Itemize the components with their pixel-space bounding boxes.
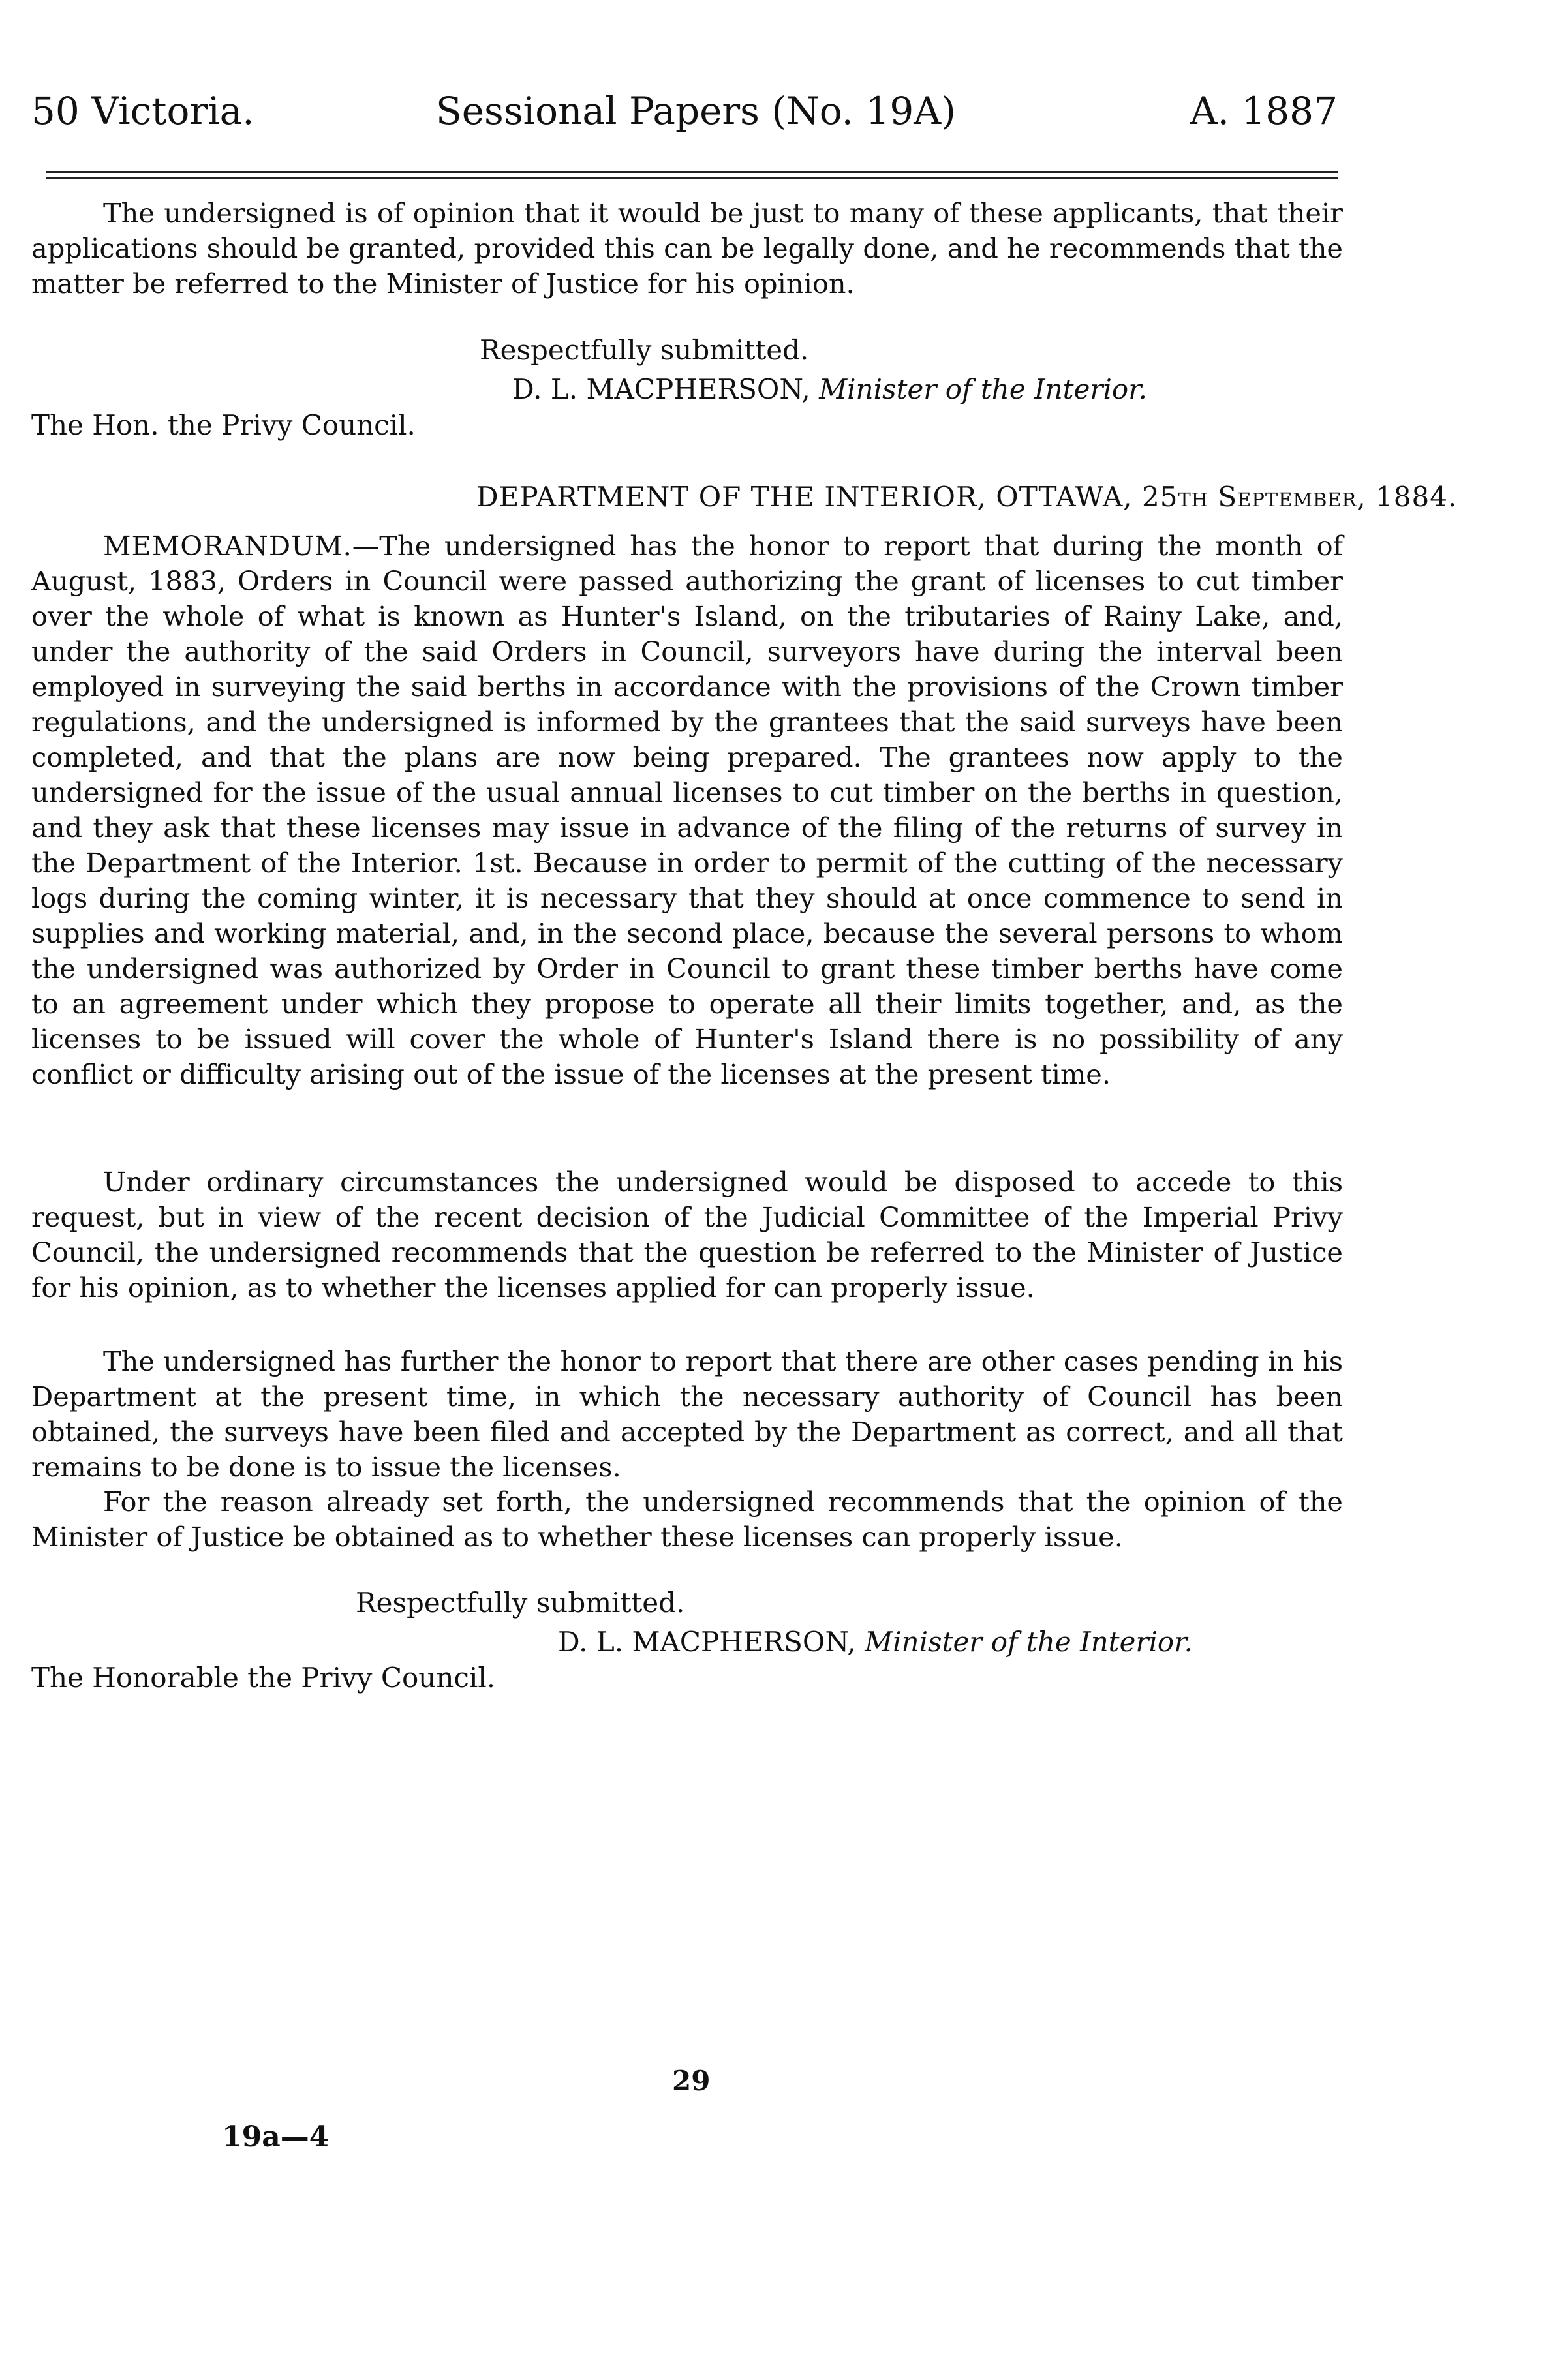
signature-respectfully-1: Respectfully submitted. bbox=[480, 334, 809, 366]
signature-minister-name-1: D. L. MACPHERSON, bbox=[512, 373, 810, 405]
memorandum-label: MEMORANDUM. bbox=[103, 530, 352, 562]
header-session: 50 Victoria. bbox=[31, 89, 254, 133]
signature-minister-title-1: Minister of the Interior. bbox=[819, 373, 1148, 405]
signature-respectfully-2: Respectfully submitted. bbox=[356, 1587, 685, 1619]
page-number: 29 bbox=[672, 2065, 711, 2097]
paragraph-other-cases: The undersigned has further the honor to report that there are other cases pending in his Department at the present time, in which the necessary authority of Council has been obtained, the surveys have been filed and accepted by the Department as correct, and all that remains to be done is to issue the licenses. bbox=[31, 1345, 1343, 1483]
addressee-2: The Honorable the Privy Council. bbox=[31, 1662, 496, 1694]
signature-mark: 19a—4 bbox=[222, 2120, 330, 2154]
header-rule-thin bbox=[46, 177, 1338, 179]
header-title: Sessional Papers (No. 19A) bbox=[436, 89, 956, 133]
paragraph-ordinary-circumstances: Under ordinary circumstances the undersigned would be disposed to accede to this request, but in view of the recent decision of the Judicial Committee of the Imperial Privy Council, the undersigned recommends that the question be referred to the Minister of Justice for his opinion, as to whether the licenses applied for can properly issue. bbox=[31, 1166, 1343, 1304]
running-header bbox=[31, 85, 1338, 137]
paragraph-memorandum bbox=[31, 528, 1343, 1092]
memorandum-body: —The undersigned has the honor to report that during the month of August, 1883, Orders in Council were passed authorizing the grant of licenses to cut timber over the whole of what is known as Hunter's Island, on the tributaries of Rainy Lake, and, under the authority of the said Orders in Council, surveyors have during the interval been employed in surveying the said berths in accordance with the provisions of the Crown timber regulations, and the undersigned is informed by the grantees that the said surveys have been completed, and that the plans are now being prepared. The grantees now apply to the undersigned for the issue of the usual annual licenses to cut timber on the berths in question, and they ask that these licenses may issue in advance of the filing of the returns of survey in the Department of the Interior. 1st. Because in order to permit of the cutting of the necessary logs during the coming winter, it is necessary that they should at once commence to send in supplies and working material, and, in the second place, because the several persons to whom the undersigned was authorized by Order in Council to grant these timber berths have come to an agreement under which they propose to operate all their limits together, and, as the licenses to be issued will cover the whole of Hunter's Island there is no possibility of any conflict or difficulty arising out of the issue of the licenses at the present time. bbox=[31, 530, 1343, 1090]
addressee-1: The Hon. the Privy Council. bbox=[31, 409, 416, 441]
signature-minister-title-2: Minister of the Interior. bbox=[865, 1626, 1193, 1658]
signature-name-1 bbox=[512, 372, 1147, 407]
header-year: A. 1887 bbox=[1190, 89, 1338, 133]
signature-name-2 bbox=[558, 1625, 1193, 1660]
signature-minister-name-2: D. L. MACPHERSON, bbox=[558, 1626, 856, 1658]
dateline: DEPARTMENT OF THE INTERIOR, OTTAWA, 25th September, 1884. bbox=[476, 481, 1458, 513]
paragraph-opinion: The undersigned is of opinion that it would be just to many of these applicants, that their applications should be granted, provided this can be legally done, and he recommends that the matter be referred to the Minister of Justice for his opinion. bbox=[31, 197, 1343, 299]
header-rule-thick bbox=[46, 171, 1338, 173]
paragraph-reason: For the reason already set forth, the undersigned recommends that the opinion of the Minister of Justice be obtained as to whether these licenses can properly issue. bbox=[31, 1486, 1343, 1553]
